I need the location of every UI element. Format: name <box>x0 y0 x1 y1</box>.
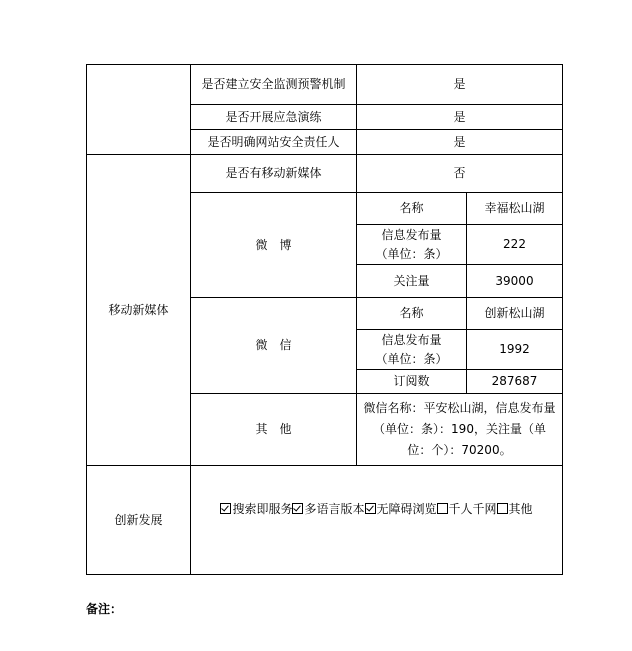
wechat-subscribers-label: 订阅数 <box>357 370 467 394</box>
weibo-name-label: 名称 <box>357 193 467 225</box>
checked-checkbox-icon[interactable] <box>292 503 303 514</box>
innovation-section-label: 创新发展 <box>87 466 191 575</box>
innovation-option[interactable] <box>292 502 364 516</box>
innovation-option-label: 其他 <box>508 502 533 516</box>
other-label: 其 他 <box>191 394 357 466</box>
emergency-drill-label: 是否开展应急演练 <box>191 105 357 130</box>
has-mobile-label: 是否有移动新媒体 <box>191 155 357 193</box>
innovation-option-label: 搜索即服务 <box>232 502 293 516</box>
weibo-follow-value: 39000 <box>467 265 563 298</box>
wechat-posts-label: 信息发布量 （单位：条） <box>357 330 467 370</box>
table-row <box>87 65 563 105</box>
has-mobile-value: 否 <box>357 155 563 193</box>
weibo-posts-label: 信息发布量 （单位：条） <box>357 225 467 265</box>
innovation-option-label: 千人千网 <box>448 502 497 516</box>
weibo-posts-value: 222 <box>467 225 563 265</box>
blank-cell <box>87 65 191 155</box>
weibo-label: 微 博 <box>191 193 357 298</box>
security-monitor-value: 是 <box>357 65 563 105</box>
innovation-option-label: 无障碍浏览 <box>376 502 437 516</box>
innovation-option-label: 多语言版本 <box>304 502 365 516</box>
mobile-section-label: 移动新媒体 <box>87 155 191 466</box>
checked-checkbox-icon[interactable] <box>365 503 376 514</box>
innovation-option[interactable] <box>365 502 437 516</box>
weibo-name-value: 幸福松山湖 <box>467 193 563 225</box>
remark-label: 备注： <box>86 602 123 616</box>
innovation-option[interactable] <box>220 502 292 516</box>
report-table <box>86 64 563 575</box>
weibo-follow-label: 关注量 <box>357 265 467 298</box>
wechat-name-label: 名称 <box>357 298 467 330</box>
emergency-drill-value: 是 <box>357 105 563 130</box>
innovation-options <box>191 466 563 575</box>
table-row <box>87 466 563 575</box>
innovation-option-list <box>220 502 532 516</box>
innovation-option[interactable] <box>497 502 533 516</box>
wechat-subscribers-value: 287687 <box>467 370 563 394</box>
unchecked-checkbox-icon[interactable] <box>497 503 508 514</box>
checked-checkbox-icon[interactable] <box>220 503 231 514</box>
table-row <box>87 155 563 193</box>
security-owner-value: 是 <box>357 130 563 155</box>
wechat-posts-value: 1992 <box>467 330 563 370</box>
unchecked-checkbox-icon[interactable] <box>437 503 448 514</box>
security-monitor-label: 是否建立安全监测预警机制 <box>191 65 357 105</box>
security-owner-label: 是否明确网站安全责任人 <box>191 130 357 155</box>
other-text: 微信名称：平安松山湖，信息发布量（单位：条）：190，关注量（单位：个）：70200。 <box>357 394 563 466</box>
wechat-name-value: 创新松山湖 <box>467 298 563 330</box>
innovation-option[interactable] <box>437 502 497 516</box>
wechat-label: 微 信 <box>191 298 357 394</box>
